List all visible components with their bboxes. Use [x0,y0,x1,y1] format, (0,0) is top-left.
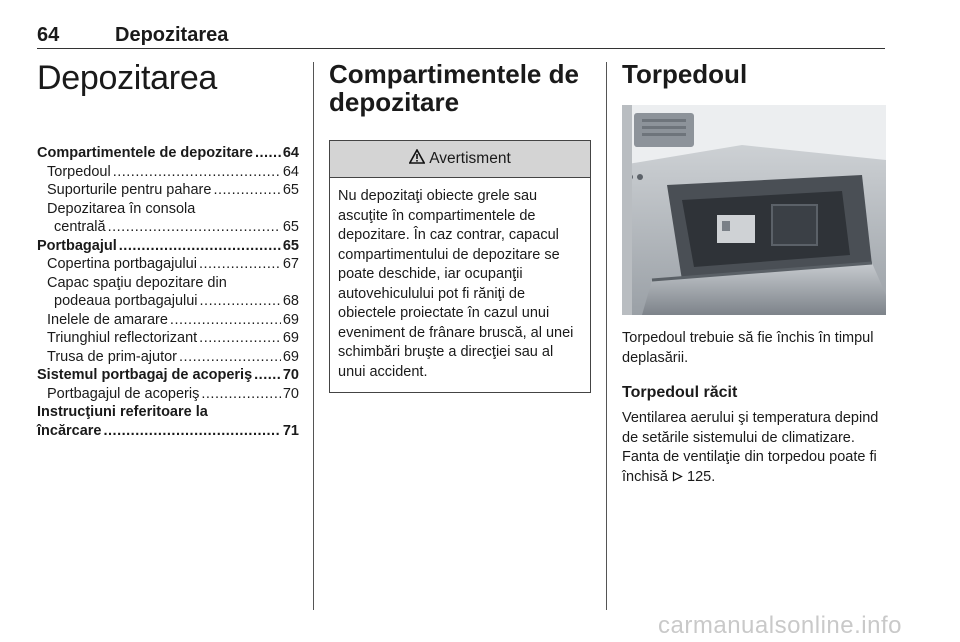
running-header-title: Depozitarea [115,24,229,46]
toc-entry-page: 65 [282,237,299,254]
table-of-contents [37,144,299,440]
toc-leader-dots [201,385,281,404]
toc-entry[interactable] [37,403,299,422]
toc-leader-dots [104,422,281,441]
toc-entry-page: 69 [282,348,299,365]
toc-entry-label: Instrucţiuni referitoare la [37,404,208,420]
toc-entry[interactable] [37,200,299,219]
toc-entry-page: 69 [282,311,299,328]
toc-entry-page: 65 [282,182,299,198]
page-number: 64 [37,24,60,46]
toc-leader-dots [200,292,281,311]
toc-entry-page: 64 [282,163,299,180]
toc-entry[interactable] [37,144,299,163]
toc-leader-dots [199,329,281,348]
toc-entry-page: 69 [282,330,299,346]
toc-leader-dots [119,237,281,256]
warning-text: Nu depozitaţi obiecte grele sau ascuţite în compartimentele de depozitare. În caz contrar, capacul compartimentului de depozitare se poate deschide, iar ocupanţii autovehiculului pot fi răniţi de obiectele proiectate în cazul unui eveniment de frânare bruscă, al unei schimbări bruşte a direcţiei sau al unui accident. [338,188,574,380]
toc-entry-page: 67 [282,256,299,272]
cooled-glovebox-paragraph [622,409,886,487]
toc-column [37,60,299,440]
section-title-line1: Compartimentele de [329,59,579,89]
warning-triangle-icon [409,149,425,169]
toc-entry[interactable] [37,181,299,200]
cooled-glovebox-text: Ventilarea aerului şi temperatura depind de setările sistemului de climatizare. Fanta de ventilaţie din torpedou poate fi închisă [622,410,879,485]
toc-entry-page: 68 [282,293,299,309]
toc-entry[interactable] [37,366,299,385]
toc-leader-dots [170,311,281,330]
toc-leader-dots [255,144,281,163]
toc-entry[interactable] [37,329,299,348]
glovebox-column [622,60,886,487]
watermark: carmanualsonline.info [658,612,902,639]
glovebox-paragraph: Torpedoul trebuie să fie închis în timpul deplasării. [622,330,874,366]
section-title [329,60,591,116]
toc-entry-label: Depozitarea în consola [47,200,196,217]
warning-box [329,140,591,393]
toc-entry[interactable] [37,218,299,237]
warning-title: Avertisment [429,150,511,167]
toc-entry-label: Portbagajul [37,237,117,254]
toc-entry-label: Compartimentele de depozitare [37,145,253,161]
toc-leader-dots [199,255,281,274]
cooled-glovebox-subtitle: Torpedoul răcit [622,384,738,401]
column-divider-2 [606,62,607,610]
storage-compartments-column [329,60,591,393]
toc-entry-page: 70 [282,367,299,383]
toc-leader-dots [113,163,281,182]
toc-entry-label: Triunghiul reflectorizant [47,330,198,346]
toc-entry[interactable] [37,237,299,256]
page-reference-arrow-icon [672,469,683,485]
toc-entry-page: 65 [282,219,299,235]
chapter-title: Depozitarea [37,59,218,97]
toc-leader-dots [213,181,280,200]
column-divider-1 [313,62,314,610]
toc-entry-label: Trusa de prim-ajutor [47,348,178,365]
toc-entry-label: centrală [54,219,106,235]
toc-entry-page: 64 [282,145,299,161]
toc-entry-page: 71 [282,422,299,439]
toc-entry-label: Copertina portbagajului [47,256,197,272]
toc-entry[interactable] [37,292,299,311]
toc-entry-label: Torpedoul [47,163,111,180]
section-title-line2: depozitare [329,87,460,117]
toc-entry[interactable] [37,255,299,274]
toc-entry-label: Capac spaţiu depozitare din [47,274,227,291]
toc-entry-label: Sistemul portbagaj de acoperiş [37,367,253,383]
toc-entry-label: podeaua portbagajului [54,293,198,309]
toc-entry-label: Inelele de amarare [47,311,168,328]
glovebox-title: Torpedoul [622,59,748,89]
toc-entry-label: Suporturile pentru pahare [47,182,212,198]
toc-leader-dots [179,348,281,367]
page-header [37,22,885,49]
toc-entry[interactable] [37,348,299,367]
toc-entry[interactable] [37,274,299,293]
glovebox-photo [622,105,886,315]
toc-entry-page: 70 [282,385,299,402]
warning-header [330,141,590,178]
toc-entry[interactable] [37,422,299,441]
toc-leader-dots [108,218,281,237]
page-reference[interactable]: 125. [687,468,716,485]
toc-entry[interactable] [37,311,299,330]
toc-entry[interactable] [37,385,299,404]
toc-entry[interactable] [37,163,299,182]
toc-entry-label: încărcare [37,422,102,439]
toc-entry-label: Portbagajul de acoperiş [47,385,200,402]
toc-leader-dots [254,366,281,385]
